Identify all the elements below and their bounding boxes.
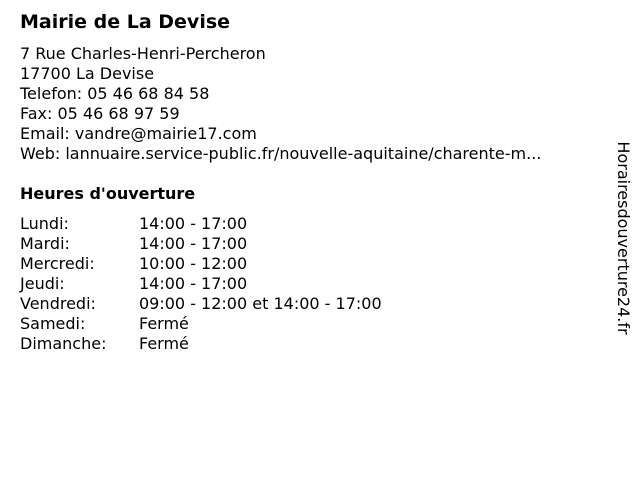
phone-number: Telefon: 05 46 68 84 58 [20, 84, 210, 103]
city-address: 17700 La Devise [20, 64, 155, 83]
day-label: Mercredi: [20, 254, 95, 273]
hours-row-tuesday [20, 234, 382, 254]
day-label: Vendredi: [20, 294, 96, 313]
hours-row-saturday [20, 314, 382, 334]
hours-row-monday [20, 214, 382, 234]
hours-row-sunday [20, 334, 382, 354]
day-hours: 14:00 - 17:00 [139, 234, 248, 253]
hours-row-wednesday [20, 254, 382, 274]
day-label: Samedi: [20, 314, 86, 333]
website-url: Web: lannuaire.service-public.fr/nouvelle-aquitaine/charente-m... [20, 144, 542, 163]
day-hours: Fermé [139, 334, 189, 353]
hours-row-friday [20, 294, 382, 314]
contact-block [20, 44, 600, 164]
site-watermark: Horairesdouverture24.fr [614, 141, 633, 335]
day-hours: 10:00 - 12:00 [139, 254, 248, 273]
hours-row-thursday [20, 274, 382, 294]
opening-hours-table [20, 214, 382, 354]
hours-heading: Heures d'ouverture [20, 184, 196, 203]
day-hours: 14:00 - 17:00 [139, 214, 248, 233]
day-label: Mardi: [20, 234, 70, 253]
day-hours: 09:00 - 12:00 et 14:00 - 17:00 [139, 294, 382, 313]
page-title: Mairie de La Devise [20, 11, 231, 33]
day-hours: 14:00 - 17:00 [139, 274, 248, 293]
email-address: Email: vandre@mairie17.com [20, 124, 257, 143]
day-label: Jeudi: [20, 274, 65, 293]
day-hours: Fermé [139, 314, 189, 333]
street-address: 7 Rue Charles-Henri-Percheron [20, 44, 266, 63]
fax-number: Fax: 05 46 68 97 59 [20, 104, 180, 123]
day-label: Dimanche: [20, 334, 107, 353]
day-label: Lundi: [20, 214, 69, 233]
